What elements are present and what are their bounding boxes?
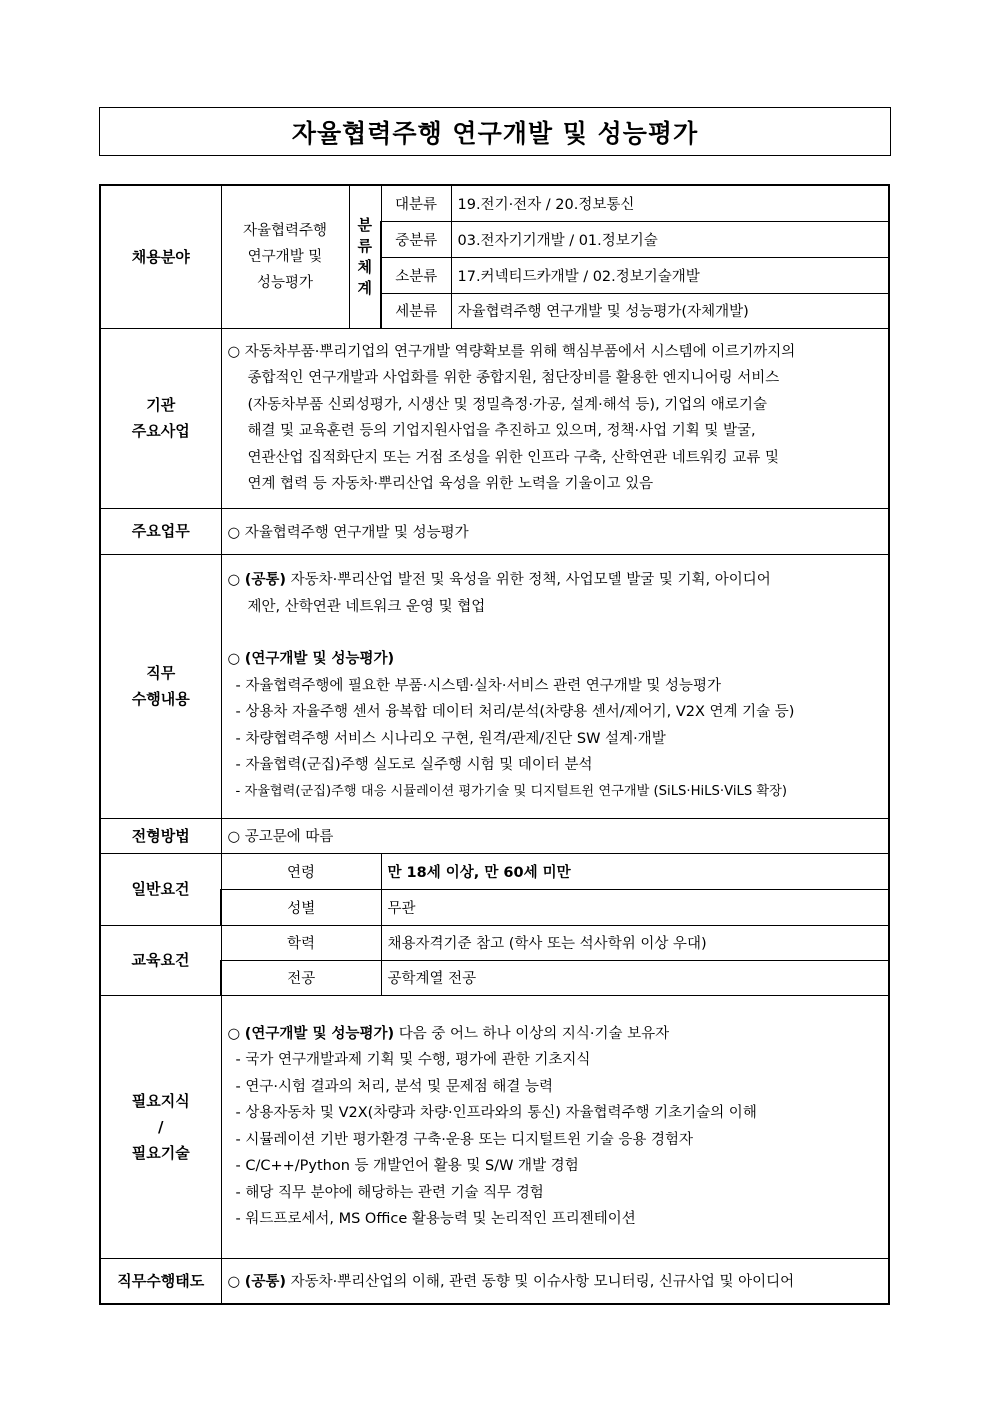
org-label: 기관 주요사업 — [100, 328, 221, 508]
degree-label: 학력 — [221, 925, 381, 960]
task-content: ○ (공통) 자동차·뿌리산업 발전 및 육성을 위한 정책, 사업모델 발굴 및 기획, 아이디어 제안, 산학연관 네트워크 운영 및 협업 ○ (연구개발 및 성능평가) - 자율협력주행에 필요한 부품·시스템·실차·서비스 관련 연구개발 및 성능평가 - 상용차 자율주행 센서 융복합 데이터 처리/분석(차량용 센서/제어기, V2X 연계 기술 등) - 차량협력주행 서비스 시나리오 구현, 원격/관제/진단 SW 설계·개발 - 자율협력(군집)주행 실도로 실주행 시험 및 데이터 분석 - 자율협력(군집)주행 대응 시뮬레이션 평가기술 및 디지털트윈 연구개발 (SiLS·HiLS·ViLS 확장) — [221, 554, 889, 818]
list-item: - 워드프로세서, MS Office 활용능력 및 논리적인 프리젠테이션 — [235, 1211, 636, 1227]
list-item: - 해당 직무 분야에 해당하는 관련 기술 직무 경험 — [235, 1184, 544, 1201]
class-detail-value: 자율협력주행 연구개발 및 성능평가(자체개발) — [451, 293, 889, 328]
duty-label: 주요업무 — [100, 508, 221, 554]
age-value: 만 18세 이상, 만 60세 미만 — [381, 853, 889, 889]
class-middle-label: 중분류 — [381, 221, 451, 257]
list-item: - C/C++/Python 등 개발언어 활용 및 S/W 개발 경험 — [235, 1158, 579, 1174]
class-minor-value: 17.커넥티드카개발 / 02.정보기술개발 — [451, 257, 889, 293]
list-item: - 자율협력(군집)주행 대응 시뮬레이션 평가기술 및 디지털트윈 연구개발 (SiLS·HiLS·ViLS 확장) — [235, 783, 788, 799]
degree-value: 채용자격기준 참고 (학사 또는 석사학위 이상 우대) — [381, 925, 889, 960]
list-item: - 시뮬레이션 기반 평가환경 구축·운용 또는 디지털트윈 기술 응용 경험자 — [235, 1131, 694, 1148]
major-value: 공학계열 전공 — [381, 960, 889, 995]
list-item: - 상용차 자율주행 센서 융복합 데이터 처리/분석(차량용 센서/제어기, V2X 연계 기술 등) — [235, 704, 795, 720]
skills-content — [221, 995, 889, 1258]
list-item: - 차량협력주행 서비스 시나리오 구현, 원격/관제/진단 SW 설계·개발 — [235, 730, 666, 747]
job-description-table — [99, 184, 890, 1305]
task-common-line: ○ (공통) 자동차·뿌리산업 발전 및 육성을 위한 정책, 사업모델 발굴 및 기획, 아이디어 — [227, 572, 771, 588]
selection-label: 전형방법 — [100, 818, 221, 853]
attitude-text: ○ (공통) 자동차·뿌리산업의 이해, 관련 동향 및 이슈사항 모니터링, 신규사업 및 아이디어 — [221, 1258, 889, 1304]
list-item: - 상용자동차 및 V2X(차량과 차량·인프라와의 통신) 자율협력주행 기초기술의 이해 — [235, 1105, 757, 1121]
general-label: 일반요건 — [100, 853, 221, 925]
list-item: - 자율협력주행에 필요한 부품·시스템·실차·서비스 관련 연구개발 및 성능평가 — [235, 677, 722, 694]
field-name: 자율협력주행 연구개발 및 성능평가 — [221, 185, 349, 328]
classification-label: 분 류 체 계 — [349, 185, 381, 328]
selection-text: ○ 공고문에 따름 — [221, 818, 889, 853]
task-label: 직무 수행내용 — [100, 554, 221, 818]
list-item: - 연구·시험 결과의 처리, 분석 및 문제점 해결 능력 — [235, 1078, 553, 1095]
skills-label: 필요지식 / 필요기술 — [100, 995, 221, 1258]
duty-text: ○ 자율협력주행 연구개발 및 성능평가 — [221, 508, 889, 554]
org-business-text: ○ 자동차부품·뿌리기업의 연구개발 역량확보를 위해 핵심부품에서 시스템에 이르기까지의 종합적인 연구개발과 사업화를 위한 종합지원, 첨단장비를 활용한 엔지니어링 서비스 (자동차부품 신뢰성평가, 시생산 및 정밀측정·가공, 설계·해석 등), 기업의 애로기술 해결 및 교육훈련 등의 기업지원사업을 추진하고 있으며, 정책·사업 기획 및 발굴, 연관산업 집적화단지 또는 거점 조성을 위한 인프라 구축, 산학연관 네트워킹 교류 및 연계 협력 등 자동차·뿌리산업 육성을 위한 노력을 기울이고 있음 — [221, 328, 889, 508]
class-major-value: 19.전기·전자 / 20.정보통신 — [451, 185, 889, 221]
class-minor-label: 소분류 — [381, 257, 451, 293]
class-detail-label: 세분류 — [381, 293, 451, 328]
list-item: - 자율협력(군집)주행 실도로 실주행 시험 및 데이터 분석 — [235, 757, 593, 773]
major-label: 전공 — [221, 960, 381, 995]
field-label: 채용분야 — [100, 185, 221, 328]
task-rd-heading: ○ (연구개발 및 성능평가) — [227, 651, 395, 667]
gender-value: 무관 — [381, 889, 889, 925]
list-item: - 국가 연구개발과제 기획 및 수행, 평가에 관한 기초지식 — [235, 1052, 591, 1068]
class-major-label: 대분류 — [381, 185, 451, 221]
age-label: 연령 — [221, 853, 381, 889]
class-middle-value: 03.전자기기개발 / 01.정보기술 — [451, 221, 889, 257]
skills-heading: ○ (연구개발 및 성능평가) 다음 중 어느 하나 이상의 지식·기술 보유자 — [227, 1025, 670, 1042]
education-label: 교육요건 — [100, 925, 221, 995]
gender-label: 성별 — [221, 889, 381, 925]
attitude-label: 직무수행태도 — [100, 1258, 221, 1304]
page-title: 자율협력주행 연구개발 및 성능평가 — [99, 107, 891, 156]
